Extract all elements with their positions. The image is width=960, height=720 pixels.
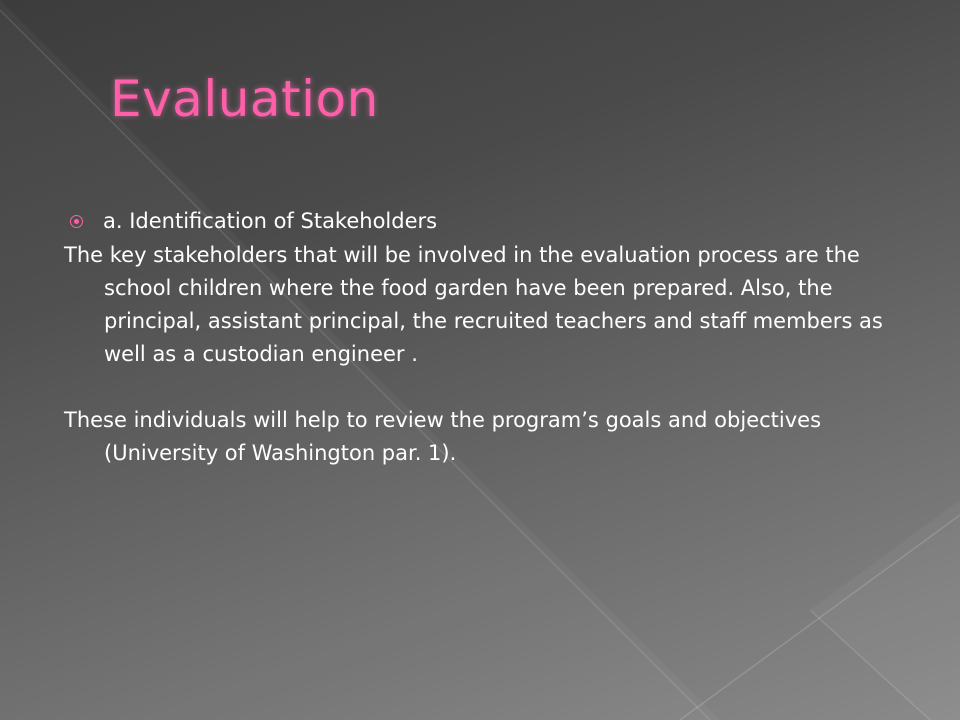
slide-title: Evaluation [110,70,379,128]
bullet-item [64,205,924,238]
paragraph-review: These individuals will help to review the program’s goals and objectives (University of Washington par. 1). [64,408,822,465]
target-bullet-icon [70,215,83,228]
bullet-text: a. Identification of Stakeholders [103,209,438,233]
slide-body [64,205,924,470]
paragraph-stakeholders: The key stakeholders that will be involved in the evaluation process are the school children where the food garden have been prepared. Also, the principal, assistant principal, the recruited teachers and staff members as well as a custodian engineer . [64,243,883,366]
